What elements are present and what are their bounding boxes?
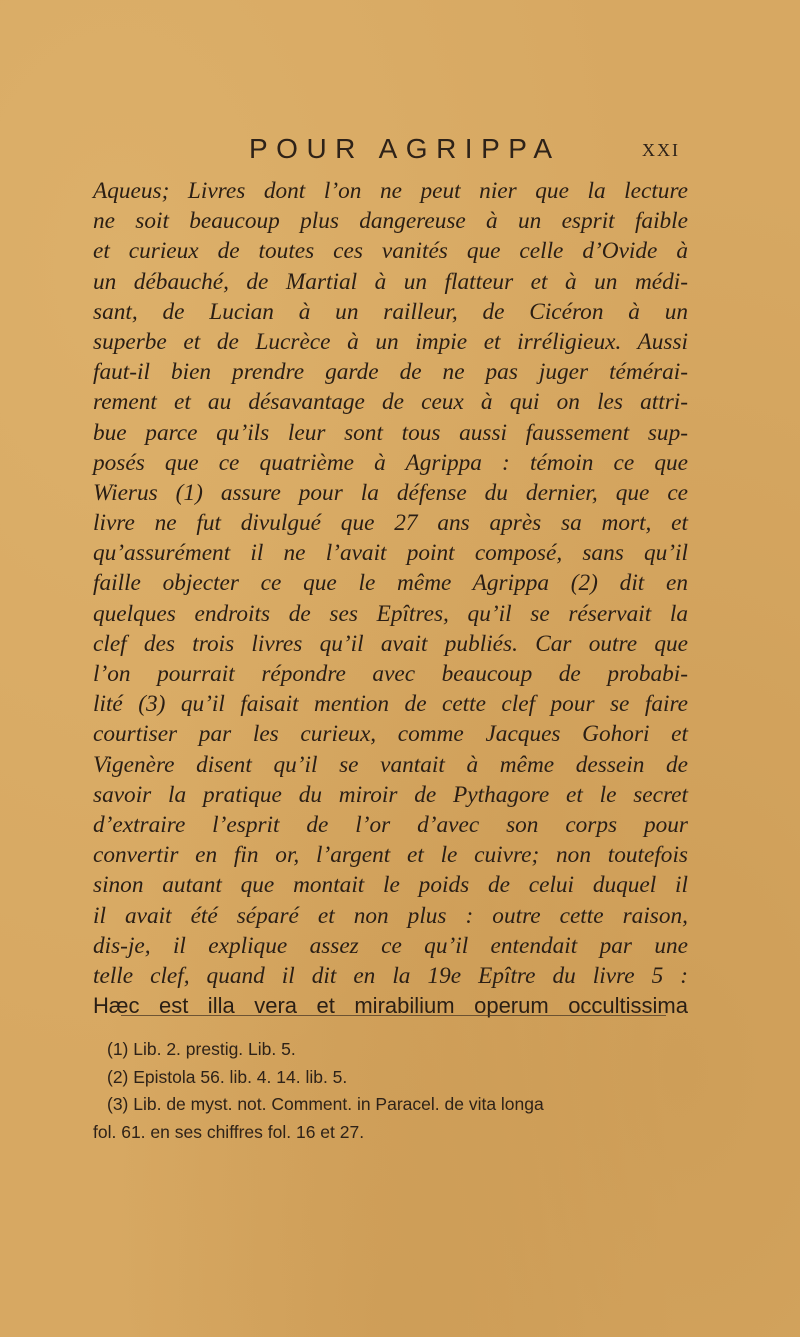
footnote: (1) Lib. 2. prestig. Lib. 5. [107, 1039, 296, 1059]
text-line: Vigenère disent qu’il se vantait à même dessein de [93, 751, 688, 778]
latin-quote-line: Hæc est illa vera et mirabilium operum occultissima [93, 993, 688, 1019]
text-line: livre ne fut divulgué que 27 ans après sa mort, et [93, 510, 688, 537]
text-line: posés que ce quatrième à Agrippa : témoin ce que [93, 449, 688, 476]
running-head [0, 133, 800, 167]
text-line: quelques endroits de ses Epîtres, qu’il se réservait la [93, 600, 688, 627]
body-text [93, 176, 688, 1021]
text-line: superbe et de Lucrèce à un impie et irréligieux. Aussi [93, 328, 688, 355]
text-line: savoir la pratique du miroir de Pythagore et le secret [93, 781, 688, 808]
footnotes [93, 1036, 688, 1146]
text-line: dis-je, il explique assez ce qu’il entendait par une [93, 932, 688, 959]
text-line: Wierus (1) assure pour la défense du dernier, que ce [93, 479, 688, 506]
running-title: POUR AGRIPPA [249, 133, 561, 164]
text-line: Aqueus; Livres dont l’on ne peut nier que la lecture [93, 178, 688, 204]
text-line: sinon autant que montait le poids de celui duquel il [93, 872, 688, 899]
text-line: courtiser par les curieux, comme Jacques Gohori et [93, 721, 688, 748]
text-line: telle clef, quand il dit en la 19e Epître du livre 5 : [93, 962, 688, 989]
text-line: d’extraire l’esprit de l’or d’avec son corps pour [93, 811, 688, 838]
footnote: (2) Epistola 56. lib. 4. 14. lib. 5. [107, 1066, 348, 1087]
text-line: et curieux de toutes ces vanités que celle d’Ovide à [93, 238, 688, 265]
text-line: un débauché, de Martial à un flatteur et à un médi- [93, 268, 688, 295]
footnote-continuation: fol. 61. en ses chiffres fol. 16 et 27. [93, 1121, 365, 1142]
text-line: convertir en fin or, l’argent et le cuivre; non toutefois [93, 842, 688, 869]
text-line: clef des trois livres qu’il avait publiés. Car outre que [93, 630, 688, 657]
text-line: faut-il bien prendre garde de ne pas juger témérai- [93, 359, 688, 386]
text-line: faille objecter ce que le même Agrippa (2) dit en [93, 570, 688, 597]
text-line: il avait été séparé et non plus : outre cette raison, [93, 902, 688, 929]
text-line: l’on pourrait répondre avec beaucoup de probabi- [93, 661, 688, 687]
text-line: lité (3) qu’il faisait mention de cette clef pour se faire [93, 691, 688, 718]
footnote: (3) Lib. de myst. not. Comment. in Paracel. de vita longa [107, 1094, 544, 1114]
text-line: sant, de Lucian à un railleur, de Cicéron à un [93, 298, 688, 325]
text-line: bue parce qu’ils leur sont tous aussi faussement sup- [93, 419, 688, 446]
page-number: XXI [642, 140, 680, 160]
text-line: qu’assurément il ne l’avait point composé, sans qu’il [93, 540, 688, 567]
text-line: ne soit beaucoup plus dangereuse à un esprit faible [93, 208, 688, 235]
text-line: rement et au désavantage de ceux à qui on les attri- [93, 389, 688, 416]
footnote-rule [121, 1015, 666, 1016]
